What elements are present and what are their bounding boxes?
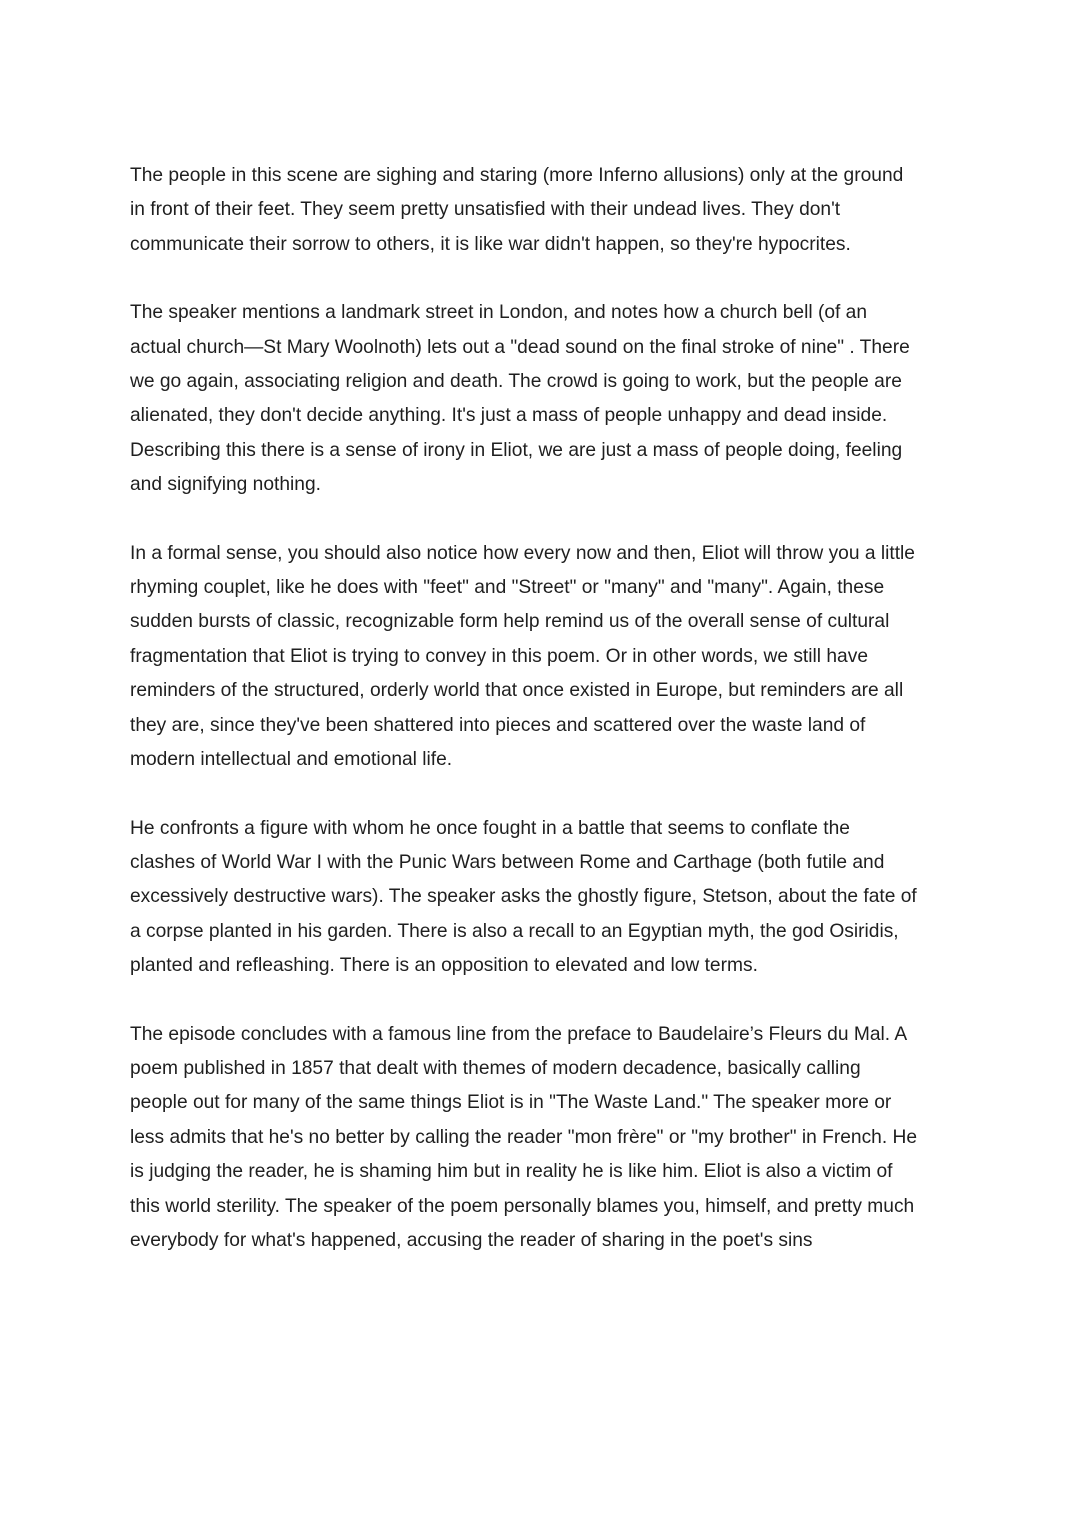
text-line: reminders of the structured, orderly world that once existed in Europe, but reminders are all — [130, 680, 904, 702]
text-line: planted and refleashing. There is an opposition to elevated and low terms. — [130, 955, 758, 977]
text-line: this world sterility. The speaker of the poem personally blames you, himself, and pretty much — [130, 1195, 915, 1217]
text-line: less admits that he's no better by calling the reader "mon frère" or "my brother" in French. He — [130, 1126, 918, 1148]
text-line: excessively destructive wars). The speaker asks the ghostly figure, Stetson, about the fate of — [130, 886, 917, 908]
text-line: alienated, they don't decide anything. It's just a mass of people unhappy and dead inside. — [130, 405, 888, 427]
text-line: The episode concludes with a famous line from the preface to Baudelaire’s Fleurs du Mal. A — [130, 1023, 908, 1045]
paragraph-1 — [130, 159, 955, 262]
text-line: In a formal sense, you should also notice how every now and then, Eliot will throw you a little — [130, 542, 915, 564]
text-line: modern intellectual and emotional life. — [130, 749, 453, 771]
paragraph-5 — [130, 1018, 955, 1259]
text-line: actual church—St Mary Woolnoth) lets out a "dead sound on the final stroke of nine" . There — [130, 336, 910, 358]
text-line: we go again, associating religion and death. The crowd is going to work, but the people are — [130, 371, 902, 393]
text-line: fragmentation that Eliot is trying to convey in this poem. Or in other words, we still have — [130, 645, 868, 667]
text-line: The people in this scene are sighing and staring (more Inferno allusions) only at the ground — [130, 165, 904, 186]
text-line: everybody for what's happened, accusing the reader of sharing in the poet's sins — [130, 1229, 813, 1251]
text-line: is judging the reader, he is shaming him but in reality he is like him. Eliot is also a victim of — [130, 1161, 893, 1183]
paragraph-4 — [130, 812, 955, 984]
text-line: clashes of World War I with the Punic Wars between Rome and Carthage (both futile and — [130, 851, 885, 873]
text-line: sudden bursts of classic, recognizable form help remind us of the overall sense of cultural — [130, 611, 890, 633]
text-line: they are, since they've been shattered into pieces and scattered over the waste land of — [130, 714, 866, 736]
text-line: Describing this there is a sense of irony in Eliot, we are just a mass of people doing, feeling — [130, 439, 903, 461]
paragraph-2 — [130, 296, 955, 502]
text-line: poem published in 1857 that dealt with themes of modern decadence, basically calling — [130, 1057, 861, 1079]
text-line: and signifying nothing. — [130, 474, 321, 496]
text-line: rhyming couplet, like he does with "feet" and "Street" or "many" and "many". Again, these — [130, 577, 885, 599]
text-line: communicate their sorrow to others, it is like war didn't happen, so they're hypocrites. — [130, 233, 851, 255]
text-line: The speaker mentions a landmark street in London, and notes how a church bell (of an — [130, 302, 868, 324]
text-line: a corpse planted in his garden. There is also a recall to an Egyptian myth, the god Osiridis, — [130, 920, 899, 942]
text-line: in front of their feet. They seem pretty unsatisfied with their undead lives. They don't — [130, 199, 841, 221]
paragraph-3 — [130, 537, 955, 778]
text-line: He confronts a figure with whom he once fought in a battle that seems to conflate the — [130, 817, 850, 839]
document-body — [130, 159, 955, 1292]
text-line: people out for many of the same things Eliot is in "The Waste Land." The speaker more or — [130, 1092, 892, 1114]
